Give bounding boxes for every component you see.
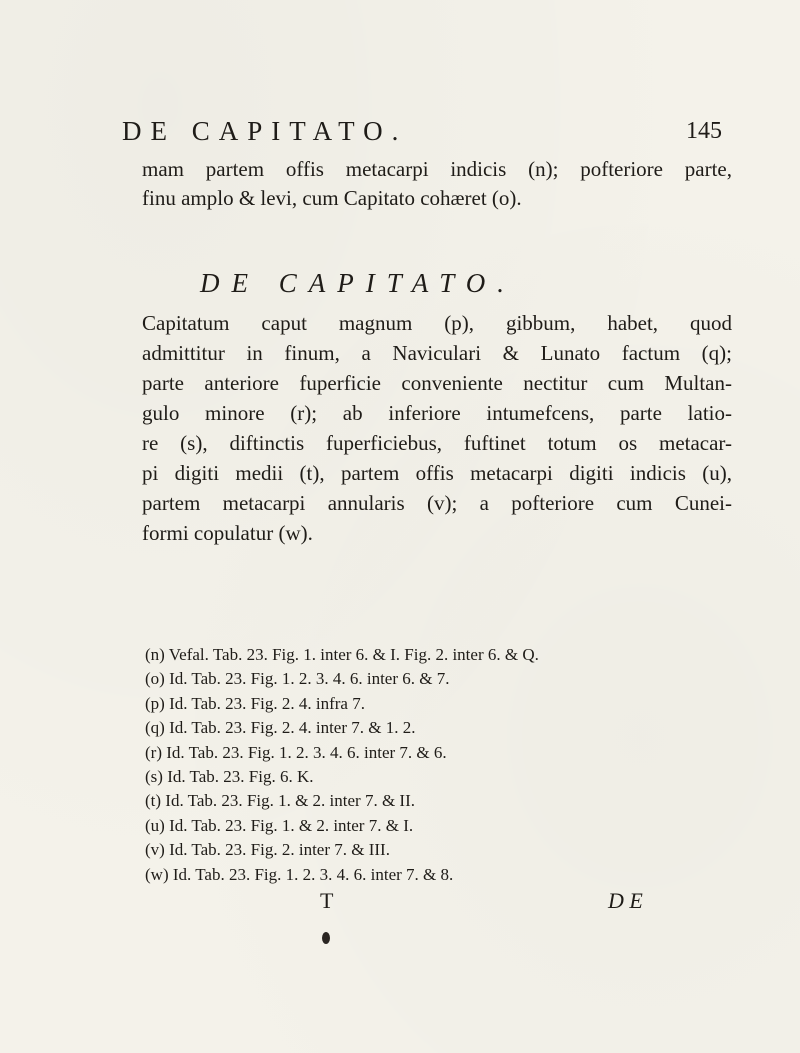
- text-line: mam partem offis metacarpi indicis (n); pofteriore parte,: [142, 157, 732, 181]
- footnote: (v) Id. Tab. 23. Fig. 2. inter 7. & III.: [145, 840, 390, 860]
- ink-spot: [322, 932, 330, 944]
- running-head: [122, 116, 722, 156]
- text-line: partem metacarpi annularis (v); a pofteriore cum Cunei-: [142, 491, 732, 515]
- footnote: (n) Vefal. Tab. 23. Fig. 1. inter 6. & I. Fig. 2. inter 6. & Q.: [145, 645, 539, 664]
- section-heading: DE CAPITATO.: [200, 268, 517, 298]
- intro-paragraph: [142, 155, 732, 213]
- signature-mark: D E: [608, 888, 643, 913]
- main-paragraph: [142, 308, 732, 548]
- footnote: (p) Id. Tab. 23. Fig. 2. 4. infra 7.: [145, 693, 365, 713]
- text-line: re (s), diftinctis fuperficiebus, fuftinet totum os metacar-: [142, 431, 732, 455]
- page-number: 145: [686, 118, 722, 144]
- footnote: (s) Id. Tab. 23. Fig. 6. K.: [145, 766, 314, 786]
- footnote: (w) Id. Tab. 23. Fig. 1. 2. 3. 4. 6. inter 7. & 8.: [145, 864, 454, 884]
- text-line: finu amplo & levi, cum Capitato cohæret (o).: [142, 186, 522, 210]
- footnote: (t) Id. Tab. 23. Fig. 1. & 2. inter 7. & II.: [145, 791, 415, 811]
- text-line: parte anteriore fuperficie conveniente nectitur cum Multan-: [142, 371, 732, 395]
- footnotes: [145, 643, 735, 887]
- running-title: DE CAPITATO.: [122, 116, 408, 146]
- text-line: Capitatum caput magnum (p), gibbum, habet, quod: [142, 311, 732, 335]
- footnote: (q) Id. Tab. 23. Fig. 2. 4. inter 7. & 1. 2.: [145, 718, 416, 738]
- text-line: formi copulatur (w).: [142, 521, 313, 545]
- text-line: pi digiti medii (t), partem offis metacarpi digiti indicis (u),: [142, 461, 732, 485]
- footnote: (r) Id. Tab. 23. Fig. 1. 2. 3. 4. 6. inter 7. & 6.: [145, 742, 447, 762]
- text-line: admittitur in finum, a Naviculari & Lunato factum (q);: [142, 341, 732, 365]
- footnote: (u) Id. Tab. 23. Fig. 1. & 2. inter 7. & I.: [145, 815, 414, 835]
- text-line: gulo minore (r); ab inferiore intumefcens, parte latio-: [142, 401, 732, 425]
- catchword: T: [320, 888, 334, 913]
- footnote: (o) Id. Tab. 23. Fig. 1. 2. 3. 4. 6. inter 6. & 7.: [145, 669, 450, 689]
